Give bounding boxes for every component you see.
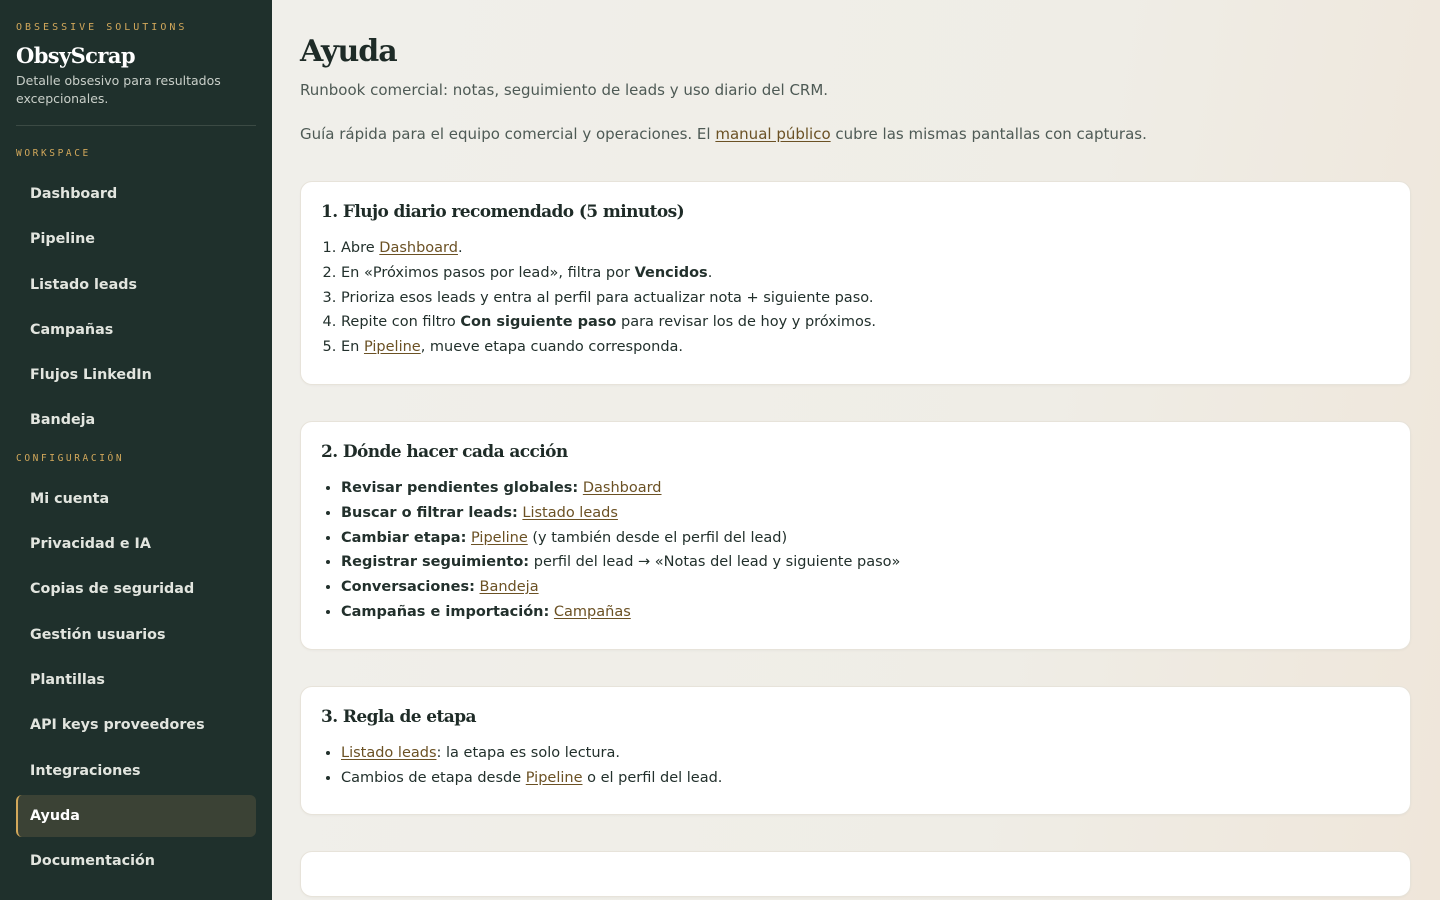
sidebar-item-mi-cuenta[interactable]: Mi cuenta xyxy=(30,490,110,507)
step-emphasis: Con siguiente paso xyxy=(460,314,617,331)
list-item xyxy=(341,501,1390,526)
list-item xyxy=(341,575,1390,600)
dashboard-link[interactable]: Dashboard xyxy=(582,479,662,496)
card-daily-flow xyxy=(300,181,1411,385)
sidebar-item-gestion-usuarios[interactable]: Gestión usuarios xyxy=(30,626,166,643)
page-title: Ayuda xyxy=(300,34,397,69)
list-item xyxy=(341,550,1390,575)
intro-text-before: Guía rápida para el equipo comercial y operaciones. El xyxy=(300,125,711,143)
item-label: Registrar seguimiento: xyxy=(341,554,530,571)
card-title-daily-flow: 1. Flujo diario recomendado (5 minutos) xyxy=(321,202,685,222)
daily-flow-steps xyxy=(321,236,1390,360)
card-stage-rule xyxy=(300,686,1411,816)
sidebar-item-bandeja[interactable]: Bandeja xyxy=(30,412,96,429)
list-item xyxy=(341,741,1390,766)
item-text: : la etapa es solo lectura. xyxy=(436,744,620,761)
step-text: para revisar los de hoy y próximos. xyxy=(621,314,877,331)
nav-workspace xyxy=(16,173,256,441)
list-item xyxy=(341,261,1390,286)
card-where-actions xyxy=(300,421,1411,650)
step-text: Abre xyxy=(341,240,375,256)
pipeline-link[interactable]: Pipeline xyxy=(471,529,528,546)
step-emphasis: Vencidos xyxy=(634,264,708,281)
item-text: (y también desde el perfil del lead) xyxy=(532,529,788,546)
sidebar-item-api-keys[interactable]: API keys proveedores xyxy=(30,717,205,734)
list-item: 3. Prioriza esos leads y entra al perfil para actualizar nota + siguiente paso. xyxy=(341,286,1390,311)
sidebar xyxy=(0,0,272,900)
brand-tagline: Detalle obsesivo para resultados excepcionales. xyxy=(16,73,221,106)
page-intro xyxy=(300,125,1411,143)
card-next-partial xyxy=(300,851,1411,897)
sidebar-divider xyxy=(16,125,256,126)
step-text: En xyxy=(341,339,360,356)
item-text: Cambios de etapa desde xyxy=(341,769,522,786)
nav-configuracion xyxy=(16,478,256,882)
dashboard-link[interactable]: Dashboard xyxy=(379,240,458,256)
campanas-link[interactable]: Campañas xyxy=(553,603,631,620)
stage-rule-list xyxy=(321,741,1390,791)
sidebar-item-campanas[interactable]: Campañas xyxy=(30,321,114,338)
sidebar-item-listado-leads[interactable]: Listado leads xyxy=(30,276,138,293)
listado-leads-link[interactable]: Listado leads xyxy=(341,744,437,761)
list-item xyxy=(341,526,1390,551)
listado-leads-link[interactable]: Listado leads xyxy=(522,504,618,521)
section-label-workspace: WORKSPACE xyxy=(16,148,91,159)
section-label-configuracion: CONFIGURACIÓN xyxy=(16,452,125,464)
main-content xyxy=(272,0,1440,900)
item-label: Conversaciones: xyxy=(341,579,475,596)
sidebar-item-integraciones[interactable]: Integraciones xyxy=(30,762,141,779)
item-label: Buscar o filtrar leads: xyxy=(341,504,518,521)
pipeline-link[interactable]: Pipeline xyxy=(363,339,421,356)
sidebar-item-ayuda[interactable]: Ayuda xyxy=(16,795,256,837)
sidebar-item-pipeline[interactable]: Pipeline xyxy=(30,231,95,248)
list-item xyxy=(341,476,1390,501)
item-text: perfil del lead → «Notas del lead y siguiente paso» xyxy=(533,554,901,571)
pipeline-link[interactable]: Pipeline xyxy=(525,769,583,786)
card-title-stage-rule: 3. Regla de etapa xyxy=(321,706,476,727)
list-item xyxy=(341,335,1390,360)
brand-eyebrow: OBSESSIVE SOLUTIONS xyxy=(16,22,188,33)
list-item xyxy=(341,310,1390,335)
list-item xyxy=(341,766,1390,791)
step-text: . xyxy=(707,264,713,281)
intro-text-after: cubre las mismas pantallas con capturas. xyxy=(835,125,1147,143)
brand-name[interactable]: ObsyScrap xyxy=(16,43,135,68)
sidebar-item-privacidad-ia[interactable]: Privacidad e IA xyxy=(30,536,151,553)
list-item xyxy=(341,236,1390,261)
step-text: . xyxy=(457,240,463,256)
step-text: , mueve etapa cuando corresponda. xyxy=(420,339,684,356)
card-title-where-actions: 2. Dónde hacer cada acción xyxy=(321,441,568,462)
item-label: Revisar pendientes globales: xyxy=(341,479,579,496)
step-text: En «Próximos pasos por lead», filtra por xyxy=(341,264,630,281)
item-label: Campañas e importación: xyxy=(341,603,550,620)
item-label: Cambiar etapa: xyxy=(341,529,467,546)
item-text: o el perfil del lead. xyxy=(587,769,723,786)
sidebar-item-flujos-linkedin[interactable]: Flujos LinkedIn xyxy=(30,367,152,384)
sidebar-item-copias-seguridad[interactable]: Copias de seguridad xyxy=(30,581,195,598)
list-item xyxy=(341,600,1390,625)
manual-publico-link[interactable]: manual público xyxy=(715,125,831,143)
sidebar-item-documentacion[interactable]: Documentación xyxy=(30,853,155,870)
bandeja-link[interactable]: Bandeja xyxy=(479,579,539,596)
step-text: Repite con filtro xyxy=(341,314,456,331)
where-actions-list xyxy=(321,476,1390,625)
page-subtitle: Runbook comercial: notas, seguimiento de leads y uso diario del CRM. xyxy=(300,81,829,99)
sidebar-item-plantillas[interactable]: Plantillas xyxy=(30,671,105,688)
sidebar-item-dashboard[interactable]: Dashboard xyxy=(30,186,118,202)
